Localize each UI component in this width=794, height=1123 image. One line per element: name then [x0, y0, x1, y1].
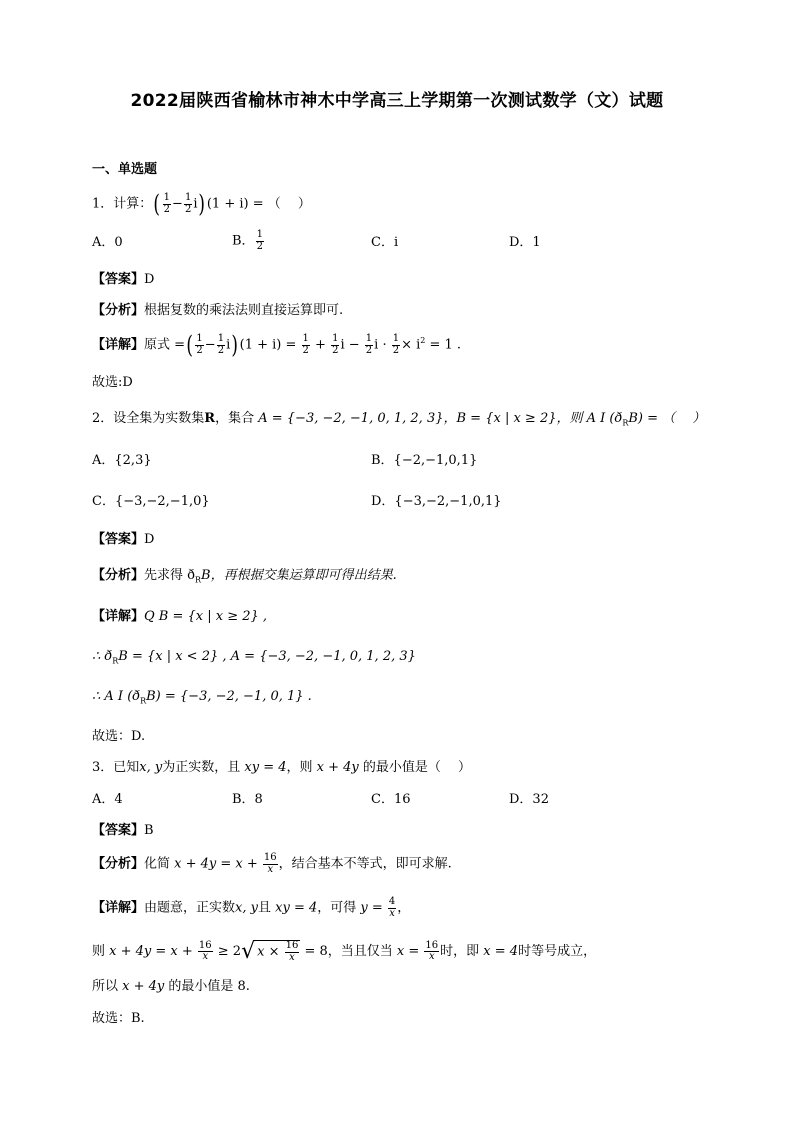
q1-answer: 【答案】D: [92, 272, 155, 287]
q3-analysis: 【分析】化简 x + 4y = x + $\frac{16}{x}$ ，结合基本不等式，即可求解.: [92, 852, 452, 875]
right-paren: ): [198, 190, 206, 218]
imaginary-unit: i: [193, 196, 198, 212]
q1-multiplier: (1 + i): [206, 196, 249, 212]
left-paren: (: [153, 190, 161, 218]
q1-analysis: 【分析】根据复数的乘法法则直接运算即可.: [92, 303, 344, 318]
q1-stem-prefix: 1．计算：: [92, 196, 153, 212]
page-title: 2022届陕西省榆林市神木中学高三上学期第一次测试数学（文）试题: [130, 91, 664, 111]
q1-option-b: B． $\frac{1}{2}$: [232, 229, 263, 252]
q1-stem: [92, 192, 311, 216]
q3-conclusion: 故选：B.: [92, 1011, 145, 1026]
q2-stem: 2．设全集为实数集R，集合 A = {−3, −2, −1, 0, 1, 2, 3}，B = {x | x ≥ 2}，则 A Ⅰ $(ð_RB)$ = （ ）: [92, 411, 706, 428]
q2-detail-line2: ∴ $ð_RB = \{x$ | x < 2} , A = {−3, −2, −1, 0, 1, 2, 3}: [92, 649, 416, 666]
q3-detail-line3: 所以 x + 4y 的最小值是 8.: [92, 979, 250, 994]
fraction-half: $\frac{1}{2}$: [163, 192, 171, 215]
section-header: 一、单选题: [92, 162, 158, 177]
q2-option-c: C．{−3,−2,−1,0}: [92, 494, 210, 509]
q1-detail: 【详解】原式 =( $\frac{1}{2}$ − $\frac{1}{2}$ i)(1 + i) = $\frac{1}{2}$ + $\frac{1}{2}$ i − $\frac{1}{2}$ i · $\frac{1}{2}$ × $i^2 = 1$ .: [92, 331, 462, 359]
q2-detail: 【详解】Q B = {x | x ≥ 2} ,: [92, 609, 268, 624]
q1-stem-tail: = （ ）: [248, 196, 311, 212]
q3-answer: 【答案】B: [92, 823, 154, 838]
q2-conclusion: 故选：D.: [92, 729, 146, 744]
q3-detail-line2: 则 x + 4y = x + $\frac{16}{x}$ ≥ 2√ x × $\frac{16}{x}$ = 8，当且仅当 x = $\frac{16}{x}$ 时，即 x = 4时等号成立，: [92, 938, 597, 964]
q3-option-b: B．8: [232, 792, 263, 807]
q3-option-d: D．32: [509, 792, 549, 807]
q1-option-c: C．i: [371, 235, 399, 250]
q3-stem: 3．已知x, y为正实数，且 xy = 4，则 x + 4y 的最小值是（ ）: [92, 760, 472, 775]
fraction-half: $\frac{1}{2}$: [184, 192, 192, 215]
q1-option-a: A．0: [92, 235, 123, 250]
q2-answer: 【答案】D: [92, 532, 155, 547]
q3-option-c: C．16: [371, 792, 411, 807]
minus-sign: −: [172, 196, 183, 212]
q1-option-d: D．1: [509, 235, 541, 250]
q2-analysis: 【分析】先求得 $ð_RB$，再根据交集运算即可得出结果.: [92, 568, 397, 585]
q1-conclusion: 故选:D: [92, 375, 133, 390]
q2-option-b: B．{−2,−1,0,1}: [371, 453, 478, 468]
q2-option-a: A．{2,3}: [92, 453, 152, 468]
q3-detail: 【详解】由题意，正实数x, y且 xy = 4，可得 y = $\frac{4}{x}$ ，: [92, 896, 411, 919]
q2-detail-line3: ∴ A Ⅰ $(ð_RB) = \{-3$, −2, −1, 0, 1} .: [92, 689, 312, 706]
q3-option-a: A．4: [92, 792, 123, 807]
q2-option-d: D．{−3,−2,−1,0,1}: [371, 494, 502, 509]
